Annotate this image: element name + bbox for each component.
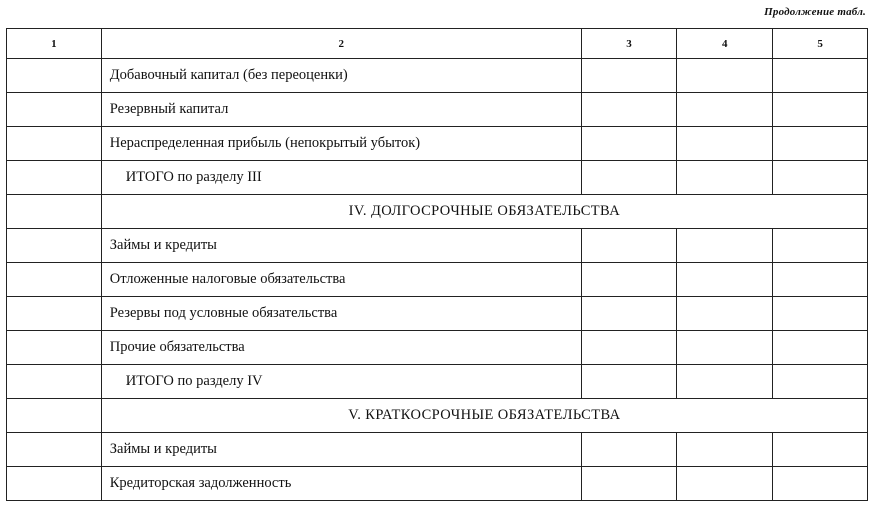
value-cell-col5 [773, 331, 868, 365]
table-row [7, 127, 868, 161]
section-title: IV. ДОЛГОСРОЧНЫЕ ОБЯЗАТЕЛЬСТВА [101, 195, 867, 229]
section-title: V. КРАТКОСРОЧНЫЕ ОБЯЗАТЕЛЬСТВА [101, 399, 867, 433]
column-header-2: 2 [101, 29, 581, 59]
value-cell-col3 [581, 331, 677, 365]
value-cell-col4 [677, 297, 773, 331]
value-cell-col3 [581, 161, 677, 195]
value-cell-col5 [773, 161, 868, 195]
table-row [7, 59, 868, 93]
table-row [7, 297, 868, 331]
line-code-cell [7, 399, 102, 433]
value-cell-col3 [581, 433, 677, 467]
column-header-4: 4 [677, 29, 773, 59]
line-code-cell [7, 365, 102, 399]
table-row [7, 263, 868, 297]
table-row [7, 93, 868, 127]
section-header-row [7, 195, 868, 229]
value-cell-col3 [581, 59, 677, 93]
value-cell-col5 [773, 127, 868, 161]
row-label: Отложенные налоговые обязательства [101, 263, 581, 297]
value-cell-col4 [677, 433, 773, 467]
row-label: Резервный капитал [101, 93, 581, 127]
value-cell-col5 [773, 59, 868, 93]
section-header-row [7, 399, 868, 433]
total-row [7, 365, 868, 399]
row-label: Добавочный капитал (без переоценки) [101, 59, 581, 93]
line-code-cell [7, 467, 102, 501]
value-cell-col4 [677, 59, 773, 93]
value-cell-col3 [581, 467, 677, 501]
value-cell-col5 [773, 467, 868, 501]
value-cell-col3 [581, 365, 677, 399]
line-code-cell [7, 433, 102, 467]
value-cell-col3 [581, 229, 677, 263]
continued-caption: Продолжение табл. [764, 6, 866, 18]
line-code-cell [7, 161, 102, 195]
line-code-cell [7, 195, 102, 229]
column-header-3: 3 [581, 29, 677, 59]
row-label: Кредиторская задолженность [101, 467, 581, 501]
value-cell-col3 [581, 263, 677, 297]
value-cell-col5 [773, 93, 868, 127]
value-cell-col4 [677, 263, 773, 297]
table-row [7, 229, 868, 263]
value-cell-col4 [677, 467, 773, 501]
value-cell-col4 [677, 127, 773, 161]
value-cell-col5 [773, 263, 868, 297]
line-code-cell [7, 331, 102, 365]
total-row [7, 161, 868, 195]
table-row [7, 331, 868, 365]
table-row [7, 467, 868, 501]
value-cell-col4 [677, 331, 773, 365]
row-label: Нераспределенная прибыль (непокрытый убыток) [101, 127, 581, 161]
line-code-cell [7, 263, 102, 297]
line-code-cell [7, 93, 102, 127]
table-row [7, 433, 868, 467]
value-cell-col3 [581, 127, 677, 161]
value-cell-col4 [677, 93, 773, 127]
column-header-5: 5 [773, 29, 868, 59]
value-cell-col5 [773, 297, 868, 331]
line-code-cell [7, 297, 102, 331]
value-cell-col3 [581, 93, 677, 127]
line-code-cell [7, 229, 102, 263]
value-cell-col4 [677, 229, 773, 263]
total-label: ИТОГО по разделу IV [101, 365, 581, 399]
row-label: Резервы под условные обязательства [101, 297, 581, 331]
value-cell-col4 [677, 161, 773, 195]
value-cell-col3 [581, 297, 677, 331]
value-cell-col5 [773, 229, 868, 263]
value-cell-col5 [773, 433, 868, 467]
value-cell-col5 [773, 365, 868, 399]
row-label: Займы и кредиты [101, 229, 581, 263]
balance-sheet-table [6, 28, 868, 501]
row-label: Займы и кредиты [101, 433, 581, 467]
line-code-cell [7, 127, 102, 161]
value-cell-col4 [677, 365, 773, 399]
total-label: ИТОГО по разделу III [101, 161, 581, 195]
row-label: Прочие обязательства [101, 331, 581, 365]
header-row [7, 29, 868, 59]
line-code-cell [7, 59, 102, 93]
column-header-1: 1 [7, 29, 102, 59]
